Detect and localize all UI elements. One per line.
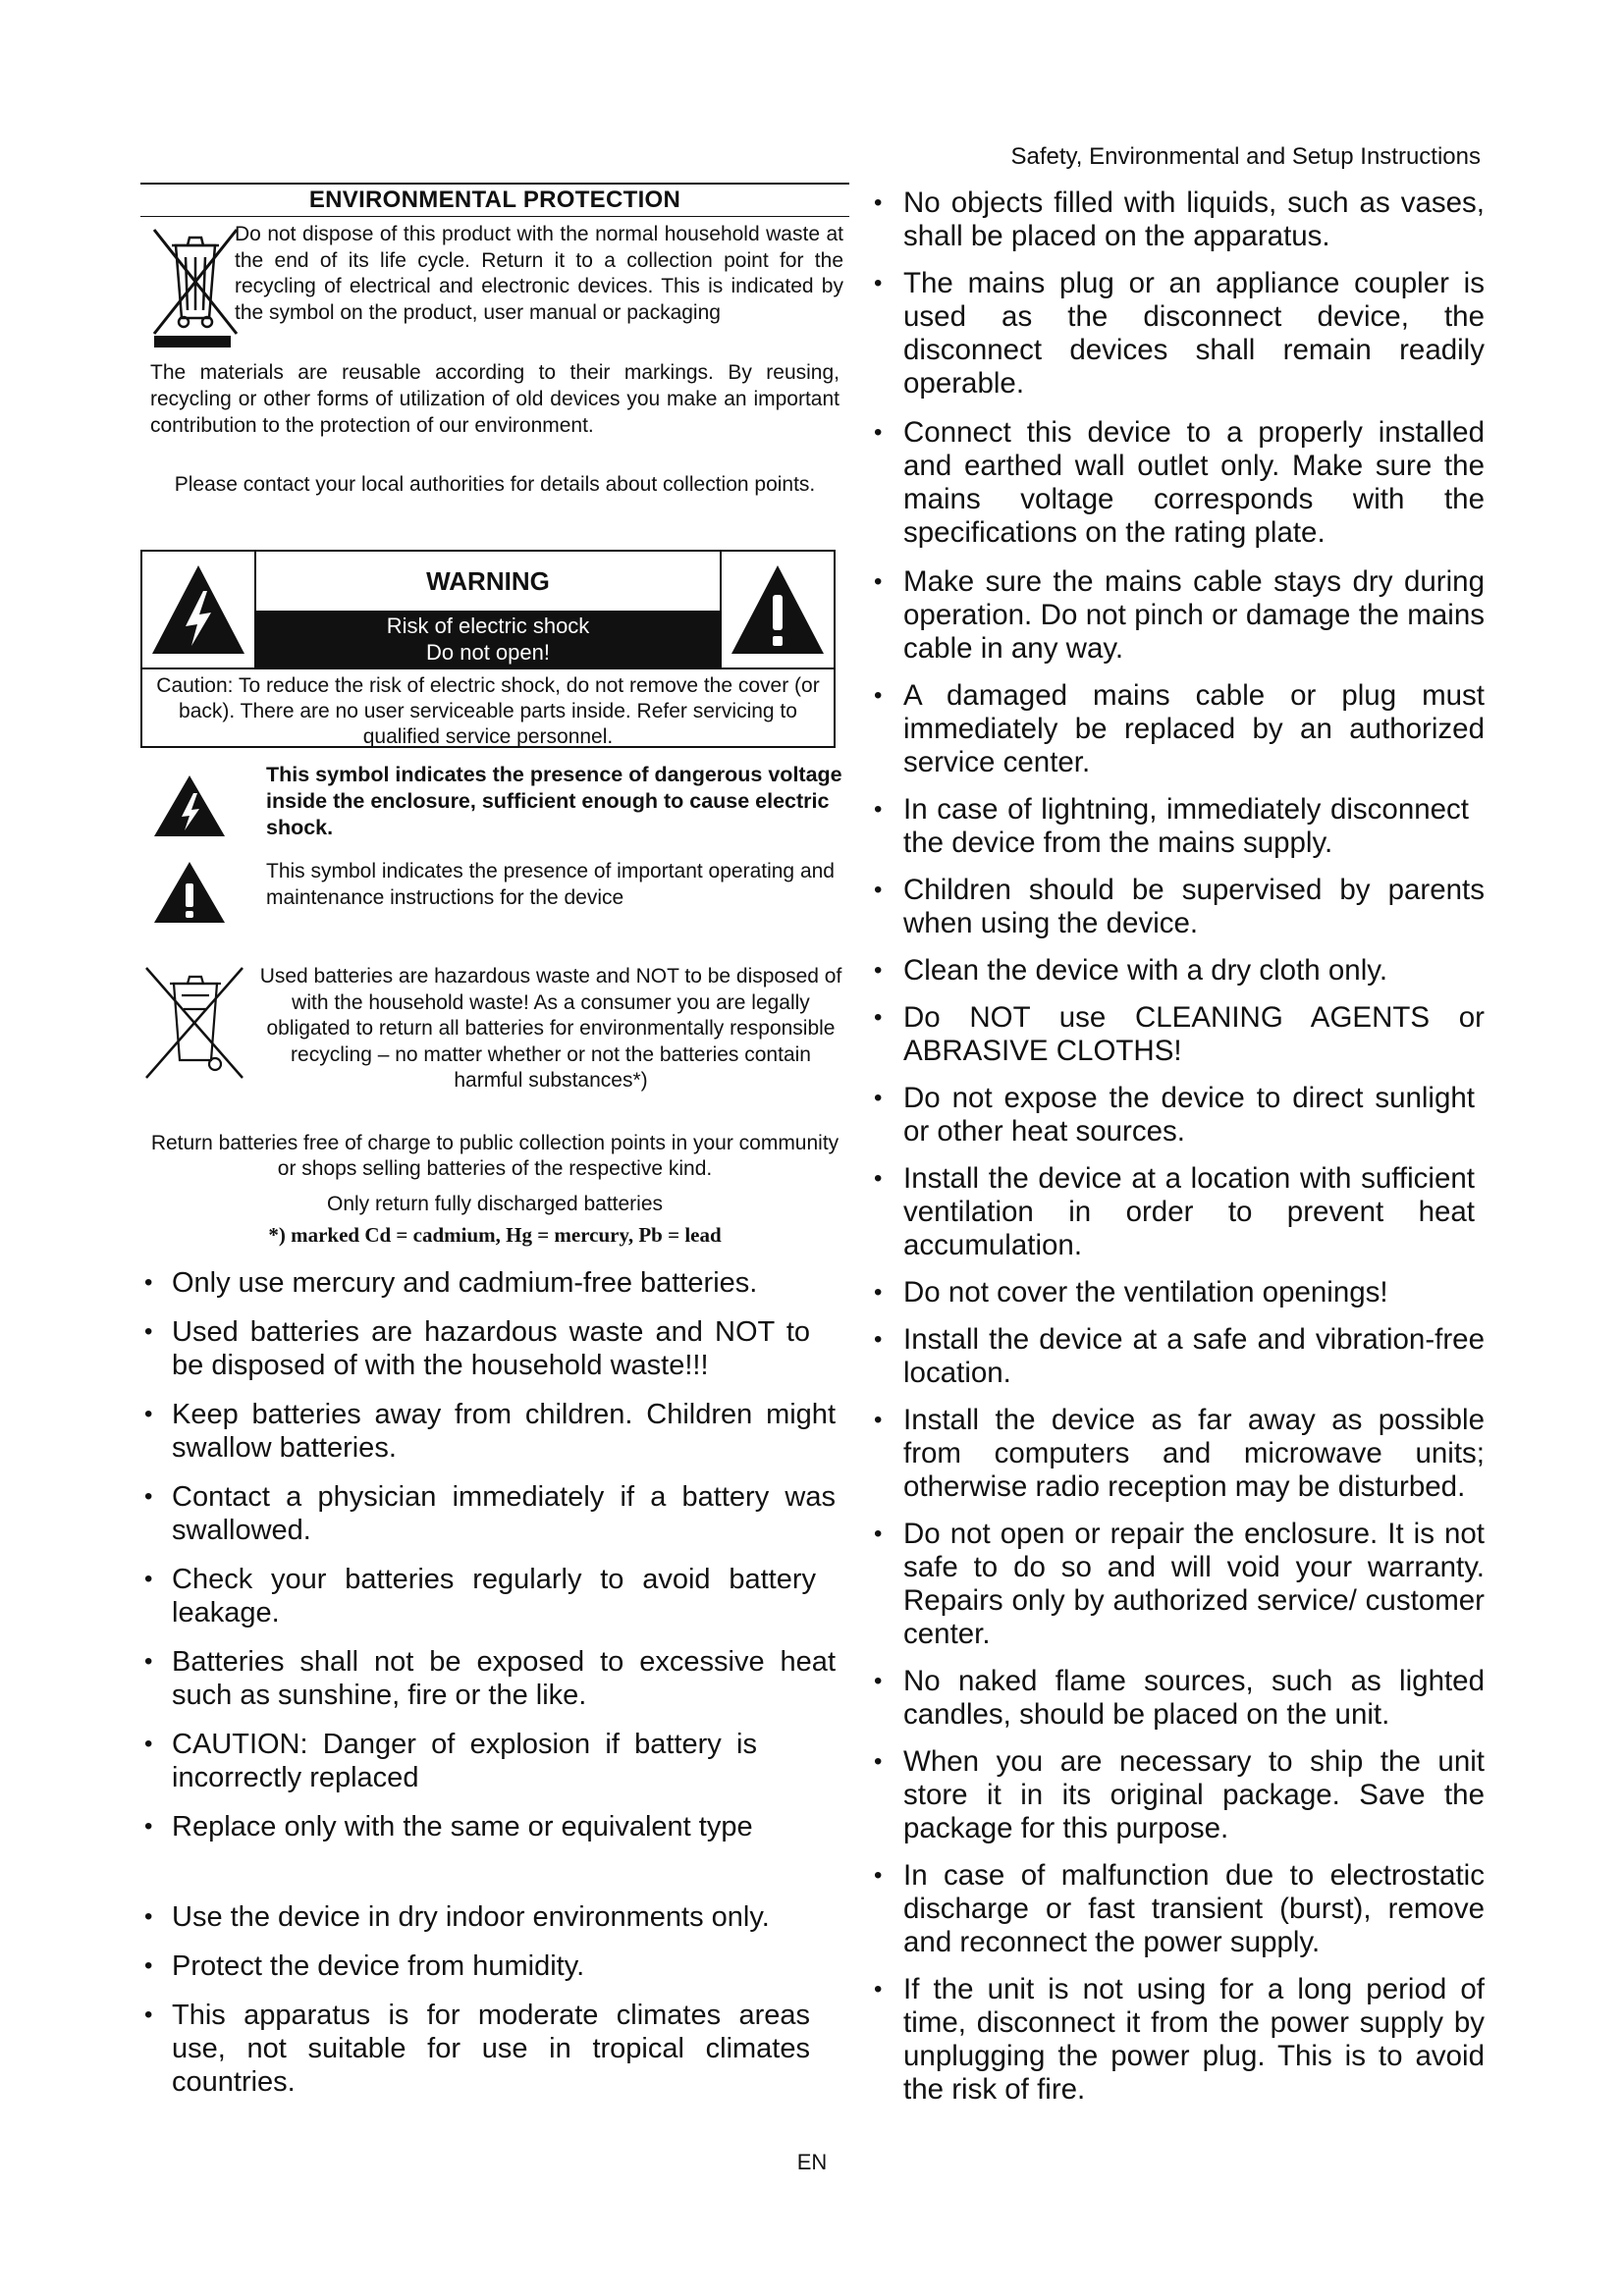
- list-item: • Connect this device to a properly installed and earthed wall outlet only. Make sure the mains voltage corresponds with the specifications on the rating plate.: [866, 416, 1485, 550]
- list-item: • Install the device as far away as possible from computers and microwave units; otherwise radio reception may be disturbed.: [866, 1404, 1485, 1504]
- exclamation-symbol-row: [140, 858, 849, 921]
- list-item: • In case of malfunction due to electrostatic discharge or fast transient (burst), remove and reconnect the power supply.: [866, 1859, 1485, 1959]
- list-item: • Keep batteries away from children. Children might swallow batteries.: [140, 1398, 849, 1465]
- list-item: • Check your batteries regularly to avoid battery leakage.: [140, 1563, 849, 1629]
- battery-notice: [140, 962, 849, 1090]
- exclamation-symbol-text: This symbol indicates the presence of important operating and maintenance instructions for the device: [266, 860, 835, 909]
- list-item: • Install the device at a safe and vibration-free location.: [866, 1323, 1485, 1390]
- warning-right-cell: [720, 552, 834, 667]
- list-item: • In case of lightning, immediately disconnect the device from the mains supply.: [866, 793, 1485, 860]
- list-item: • Replace only with the same or equivalent type: [140, 1810, 849, 1843]
- list-item: • Only use mercury and cadmium-free batteries.: [140, 1266, 849, 1300]
- section-header: Safety, Environmental and Setup Instructions: [1010, 143, 1481, 170]
- risk-line-2: Do not open!: [426, 640, 550, 665]
- list-item: • Make sure the mains cable stays dry during operation. Do not pinch or damage the mains cable in any way.: [866, 565, 1485, 666]
- risk-line-1: Risk of electric shock: [386, 614, 590, 638]
- list-item: • Clean the device with a dry cloth only.: [866, 954, 1485, 988]
- weee-black-bar: [154, 336, 231, 347]
- list-item: • Children should be supervised by parents when using the device.: [866, 874, 1485, 940]
- environmental-protection-title: ENVIRONMENTAL PROTECTION: [140, 183, 849, 217]
- warning-box: [140, 550, 836, 748]
- warning-left-cell: [142, 552, 256, 667]
- warning-caution-text: Caution: To reduce the risk of electric shock, do not remove the cover (or back). There are no user serviceable parts inside. Refer servicing to qualified service personnel.: [142, 667, 834, 750]
- battery-bullet-list: [140, 1266, 849, 1859]
- list-item: • Do not cover the ventilation openings!: [866, 1276, 1485, 1309]
- list-item: • The mains plug or an appliance coupler is used as the disconnect device, the disconnect devices shall remain readily operable.: [866, 267, 1485, 400]
- environment-bullet-list: [140, 1900, 849, 2099]
- warning-center-cell: [254, 552, 722, 667]
- weee-notice: [140, 222, 849, 354]
- list-item: • A damaged mains cable or plug must immediately be replaced by an authorized service center.: [866, 679, 1485, 779]
- exclamation-triangle-icon: [150, 858, 229, 927]
- crossed-bin-icon: [146, 224, 244, 342]
- list-item: • Batteries shall not be exposed to excessive heat such as sunshine, fire or the like.: [140, 1645, 849, 1712]
- battery-return-text: Return batteries free of charge to public collection points in your community or shops selling batteries of the respective kind.: [150, 1132, 839, 1180]
- list-item: • Protect the device from humidity.: [140, 1949, 849, 1983]
- battery-bin-icon: [140, 962, 250, 1084]
- list-item: • When you are necessary to ship the unit store it in its original package. Save the package for this purpose.: [866, 1745, 1485, 1845]
- lightning-symbol-row: [140, 762, 849, 852]
- list-item: • If the unit is not using for a long period of time, disconnect it from the power supply by unplugging the power plug. This is to avoid the risk of fire.: [866, 1973, 1485, 2107]
- list-item: • No naked flame sources, such as lighted candles, should be placed on the unit.: [866, 1665, 1485, 1732]
- warning-risk-banner: [254, 611, 722, 669]
- exclamation-warning-icon: [722, 552, 834, 666]
- list-item: • Contact a physician immediately if a battery was swallowed.: [140, 1480, 849, 1547]
- list-item: • No objects filled with liquids, such as vases, shall be placed on the apparatus.: [866, 187, 1485, 253]
- battery-marked-text: *) marked Cd = cadmium, Hg = mercury, Pb = lead: [268, 1223, 722, 1247]
- list-item: • Do not expose the device to direct sunlight or other heat sources.: [866, 1082, 1485, 1148]
- list-item: • Install the device at a location with sufficient ventilation in order to prevent heat accumulation.: [866, 1162, 1485, 1262]
- battery-disposal-text: Used batteries are hazardous waste and NOT to be disposed of with the household waste! As a consumer you are legally obligated to return all batteries for environmentally responsible recycling – no matter whether or not the batteries contain harmful substances*): [259, 965, 842, 1092]
- list-item: • This apparatus is for moderate climates areas use, not suitable for use in tropical climates countries.: [140, 1999, 849, 2099]
- lightning-symbol-text: This symbol indicates the presence of dangerous voltage inside the enclosure, sufficient enough to cause electric shock.: [266, 763, 842, 839]
- list-item: • Use the device in dry indoor environments only.: [140, 1900, 849, 1934]
- list-item: • CAUTION: Danger of explosion if battery is incorrectly replaced: [140, 1728, 849, 1794]
- battery-only-discharged-text: Only return fully discharged batteries: [327, 1193, 663, 1215]
- lightning-triangle-icon: [150, 772, 229, 840]
- lightning-warning-icon: [142, 552, 254, 666]
- page-footer-language: EN: [796, 2150, 828, 2174]
- safety-bullet-list: [866, 187, 1485, 2107]
- list-item: • Do NOT use CLEANING AGENTS or ABRASIVE CLOTHS!: [866, 1001, 1485, 1068]
- warning-title: WARNING: [426, 566, 550, 596]
- materials-text: The materials are reusable according to their markings. By reusing, recycling or other forms of utilization of old devices you make an important contribution to the protection of our environment.: [150, 361, 839, 437]
- list-item: • Used batteries are hazardous waste and NOT to be disposed of with the household waste!!!: [140, 1315, 849, 1382]
- contact-text: Please contact your local authorities for details about collection points.: [174, 473, 816, 496]
- list-item: • Do not open or repair the enclosure. It is not safe to do so and will void your warranty. Repairs only by authorized service/ customer center.: [866, 1518, 1485, 1651]
- weee-intro-text: Do not dispose of this product with the normal household waste at the end of its life cycle. Return it to a collection point for the recycling of electrical and electronic devices. This is indicated by the symbol on the product, user manual or packaging: [235, 223, 843, 324]
